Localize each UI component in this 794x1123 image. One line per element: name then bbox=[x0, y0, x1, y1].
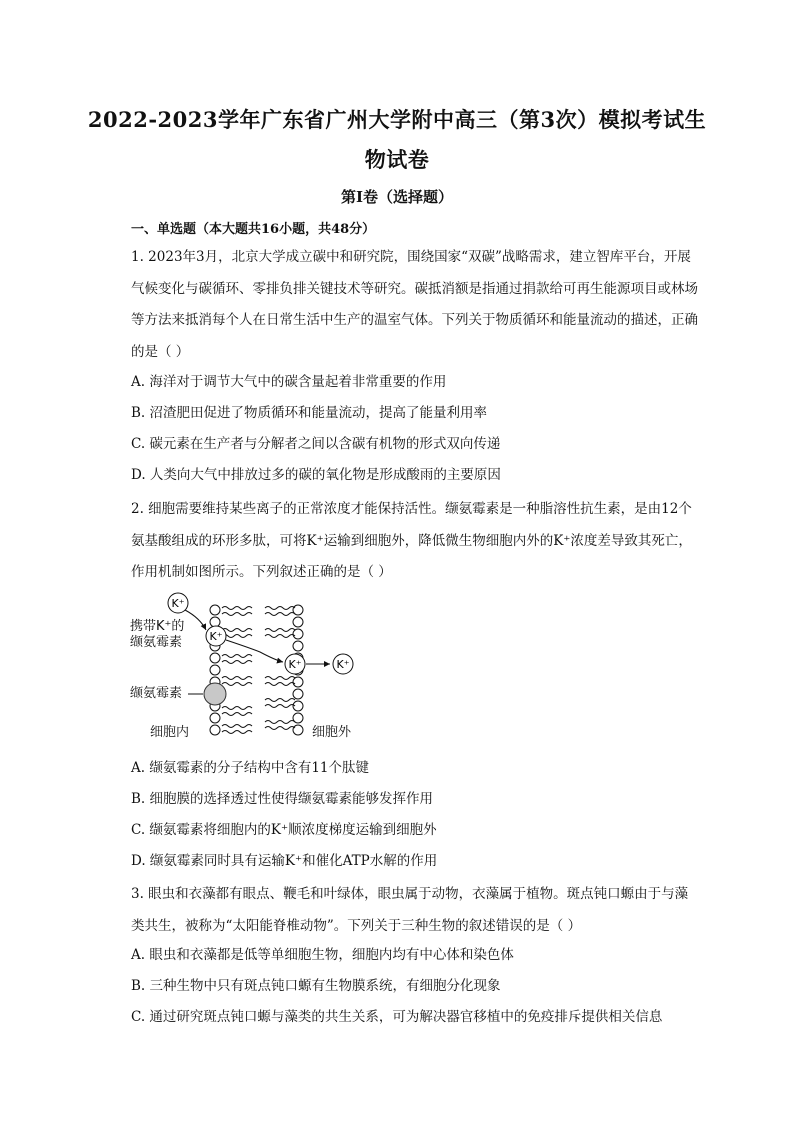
question-3 bbox=[131, 879, 701, 942]
question-1-stem: 1. 2023年3月，北京大学成立碳中和研究院，围绕国家“双碳”战略需求，建立智库平台，开展气候变化与碳循环、零排负排关键技术等研究。碳抵消额是指通过捐款给可再生能源项目或林场等方法来抵消每个人在日常生活中生产的温室气体。下列关于物质循环和能量流动的描述，正确的是（ ） bbox=[131, 249, 698, 360]
k-ion-start-label: K⁺ bbox=[171, 597, 185, 610]
question-3-stem: 3. 眼虫和衣藻都有眼点、鞭毛和叶绿体，眼虫属于动物，衣藻属于植物。斑点钝口螈由于与藻类共生，被称为“太阳能脊椎动物”。下列关于三种生物的叙述错误的是（ ） bbox=[131, 886, 689, 934]
question-2 bbox=[131, 494, 701, 589]
label-carrier-line2: 缬氨霉素 bbox=[130, 635, 183, 650]
q2-option-d: D. 缬氨霉素同时具有运输K⁺和催化ATP水解的作用 bbox=[131, 853, 438, 869]
q2-option-b: B. 细胞膜的选择透过性使得缬氨霉素能够发挥作用 bbox=[131, 791, 434, 807]
label-outside: 细胞外 bbox=[312, 725, 352, 740]
exam-title: 2022-2023学年广东省广州大学附中高三（第3次）模拟考试生物试卷 bbox=[87, 107, 707, 172]
q3-option-c: C. 通过研究斑点钝口螈与藻类的共生关系，可为解决器官移植中的免疫排斥提供相关信息 bbox=[131, 1009, 663, 1025]
carrier-ion-label: K⁺ bbox=[209, 630, 223, 643]
q2-option-a: A. 缬氨霉素的分子结构中含有11个肽键 bbox=[131, 760, 370, 776]
label-carrier-line1: 携带K⁺的 bbox=[130, 619, 185, 634]
q1-option-d: D. 人类向大气中排放过多的碳的氧化物是形成酸雨的主要原因 bbox=[131, 467, 501, 483]
label-inside: 细胞内 bbox=[150, 725, 190, 740]
valinomycin-figure bbox=[130, 590, 370, 748]
k-ion-released-label: K⁺ bbox=[288, 658, 302, 671]
q1-option-c: C. 碳元素在生产者与分解者之间以含碳有机物的形式双向传递 bbox=[131, 436, 501, 452]
q1-option-b: B. 沼渣肥田促进了物质循环和能量流动，提高了能量利用率 bbox=[131, 405, 488, 421]
k-ion-outside-label: K⁺ bbox=[336, 658, 350, 671]
part-heading: 第I卷（选择题） bbox=[340, 188, 454, 206]
question-1 bbox=[131, 242, 701, 368]
arrow-transport bbox=[226, 640, 283, 662]
arrow-bind bbox=[185, 610, 206, 630]
section-heading: 一、单选题（本大题共16小题，共48分） bbox=[131, 222, 376, 237]
q3-option-a: A. 眼虫和衣藻都是低等单细胞生物，细胞内均有中心体和染色体 bbox=[131, 947, 514, 963]
question-2-stem: 2. 细胞需要维持某些离子的正常浓度才能保持活性。缬氨霉素是一种脂溶性抗生素，是由12个氨基酸组成的环形多肽，可将K⁺运输到细胞外，降低微生物细胞内外的K⁺浓度差导致其死亡，作用机制如图所示。下列叙述正确的是（ ） bbox=[131, 501, 692, 580]
label-valinomycin: 缬氨霉素 bbox=[130, 686, 183, 701]
left-membrane bbox=[210, 605, 252, 735]
q3-option-b: B. 三种生物中只有斑点钝口螈有生物膜系统，有细胞分化现象 bbox=[131, 978, 501, 994]
q2-option-c: C. 缬氨霉素将细胞内的K⁺顺浓度梯度运输到细胞外 bbox=[131, 822, 437, 838]
valinomycin-sphere bbox=[204, 683, 226, 705]
q1-option-a: A. 海洋对于调节大气中的碳含量起着非常重要的作用 bbox=[131, 374, 447, 390]
